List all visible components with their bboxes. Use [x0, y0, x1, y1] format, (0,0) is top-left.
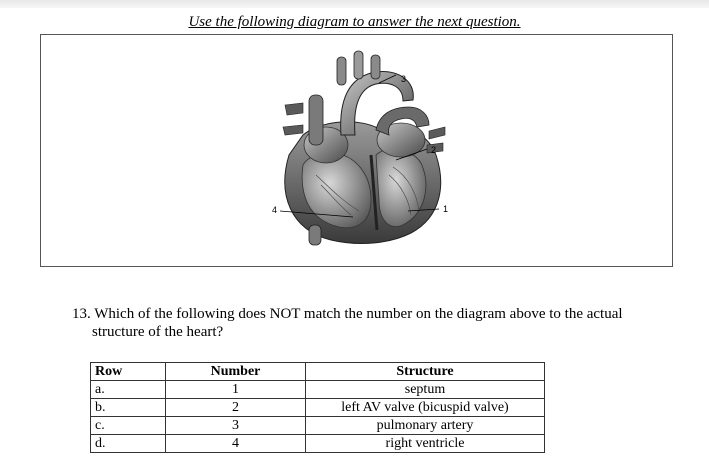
table-row: [91, 381, 545, 399]
instruction-label: Use the following diagram to answer the next question.: [188, 14, 521, 30]
row-label: d.: [91, 435, 166, 453]
row-structure: left AV valve (bicuspid valve): [306, 399, 545, 417]
table-row: [91, 435, 545, 453]
row-label: a.: [91, 381, 166, 399]
heart-diagram: [41, 35, 674, 268]
row-label: c.: [91, 417, 166, 435]
row-number: 2: [166, 399, 306, 417]
diagram-box: [40, 34, 673, 267]
row-number: 4: [166, 435, 306, 453]
header-number: Number: [166, 363, 306, 381]
instruction-text: [0, 14, 709, 31]
header-structure: Structure: [306, 363, 545, 381]
question-line-2: structure of the heart?: [92, 324, 224, 340]
diagram-label-2: 2: [431, 145, 437, 155]
diagram-label-3: 3: [401, 74, 407, 84]
row-number: 3: [166, 417, 306, 435]
question-line-1: 13. Which of the following does NOT match the number on the diagram above to the actual: [72, 306, 623, 322]
diagram-label-4: 4: [272, 205, 278, 215]
row-structure: septum: [306, 381, 545, 399]
table-header-row: [91, 363, 545, 381]
table-row: [91, 417, 545, 435]
row-number: 1: [166, 381, 306, 399]
row-label: b.: [91, 399, 166, 417]
row-structure: pulmonary artery: [306, 417, 545, 435]
top-bar: [0, 0, 709, 8]
row-structure: right ventricle: [306, 435, 545, 453]
header-row: Row: [91, 363, 166, 381]
table-row: [91, 399, 545, 417]
answer-table: [90, 362, 545, 453]
diagram-label-1: 1: [443, 204, 449, 214]
question-text: [72, 305, 672, 341]
heart-illustration: [283, 51, 445, 245]
